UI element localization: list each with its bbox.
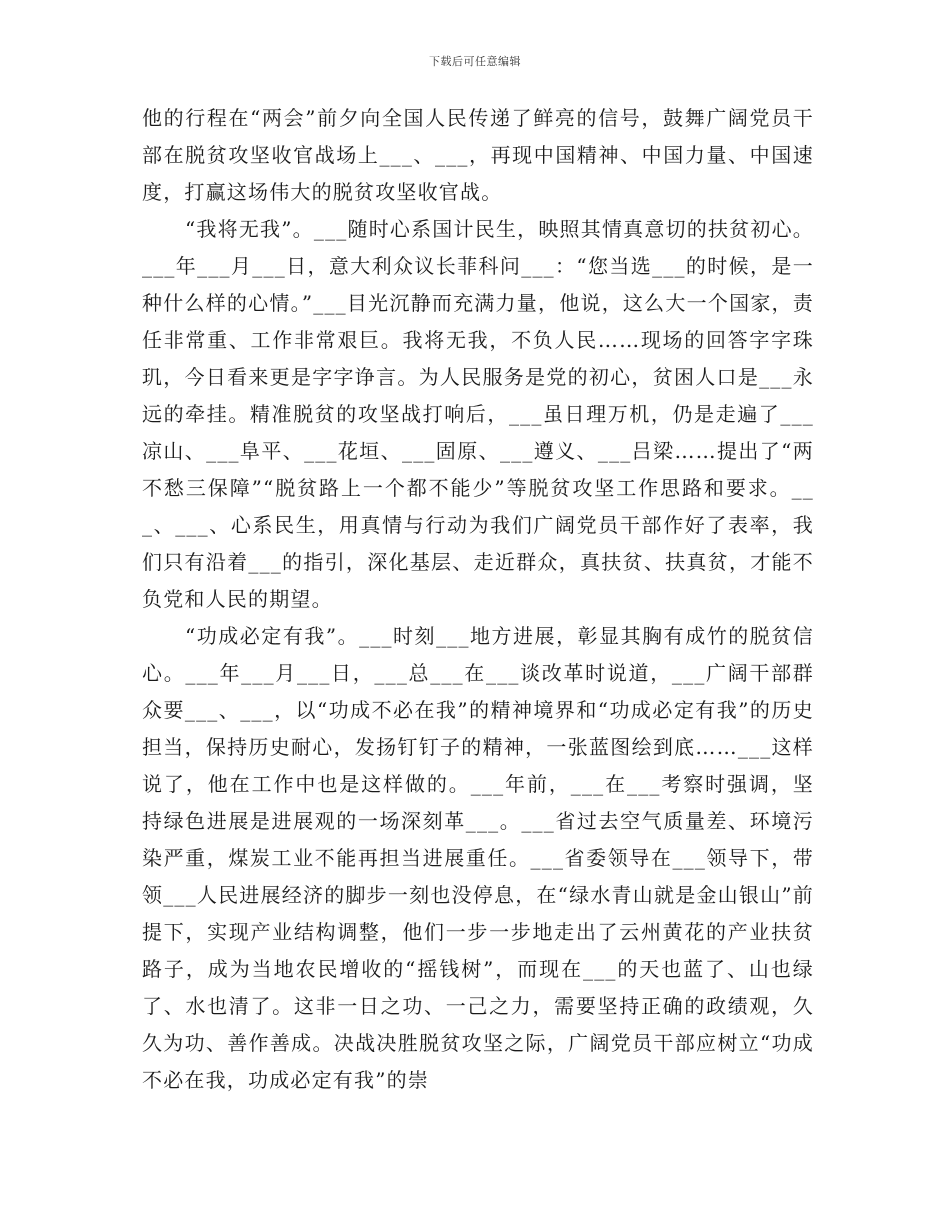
document-body — [142, 100, 814, 1099]
paragraph-2: “我将无我”。___随时心系国计民生，映照其情真意切的扶贫初心。___年___月___日，意大利众议长菲科问___：“您当选___的时候，是一种什么样的心情。”___目光沉静而充满力量，他说，这么大一个国家，责任非常重、工作非常艰巨。我将无我，不负人民……现场的回答字字珠玑，今日看来更是字字诤言。为人民服务是党的初心，贫困人口是___永远的牵挂。精准脱贫的攻坚战打响后，___虽日理万机，仍是走遍了___凉山、___阜平、___花垣、___固原、___遵义、___吕梁……提出了“两不愁三保障”“脱贫路上一个都不能少”等脱贫攻坚工作思路和要求。___、___、心系民生，用真情与行动为我们广阔党员干部作好了表率，我们只有沿着___的指引，深化基层、走近群众，真扶贫、扶真贫，才能不负党和人民的期望。 — [142, 217, 814, 611]
page-header: 下载后可任意编辑 — [429, 55, 521, 68]
paragraph-3: “功成必定有我”。___时刻___地方进展，彰显其胸有成竹的脱贫信心。___年___月___日，___总___在___谈改革时说道，___广阔干部群众要___、___，以“功成不必在我”的精神境界和“功成必定有我”的历史担当，保持历史耐心，发扬钉钉子的精神，一张蓝图绘到底……___这样说了，他在工作中也是这样做的。___年前，___在___考察时强调，坚持绿色进展是进展观的一场深刻革___。___省过去空气质量差、环境污染严重，煤炭工业不能再担当进展重任。___省委领导在___领导下，带领___人民进展经济的脚步一刻也没停息，在“绿水青山就是金山银山”前提下，实现产业结构调整，他们一步一步地走出了云州黄花的产业扶贫路子，成为当地农民增收的“摇钱树”，而现在___的天也蓝了、山也绿了、水也清了。这非一日之功、一己之力，需要坚持正确的政绩观，久久为功、善作善成。决战决胜脱贫攻坚之际，广阔党员干部应树立“功成不必在我，功成必定有我”的崇 — [142, 624, 814, 1092]
paragraph-1: 他的行程在“两会”前夕向全国人民传递了鲜亮的信号，鼓舞广阔党员干部在脱贫攻坚收官战场上___、___，再现中国精神、中国力量、中国速度，打赢这场伟大的脱贫攻坚收官战。 — [142, 106, 814, 204]
